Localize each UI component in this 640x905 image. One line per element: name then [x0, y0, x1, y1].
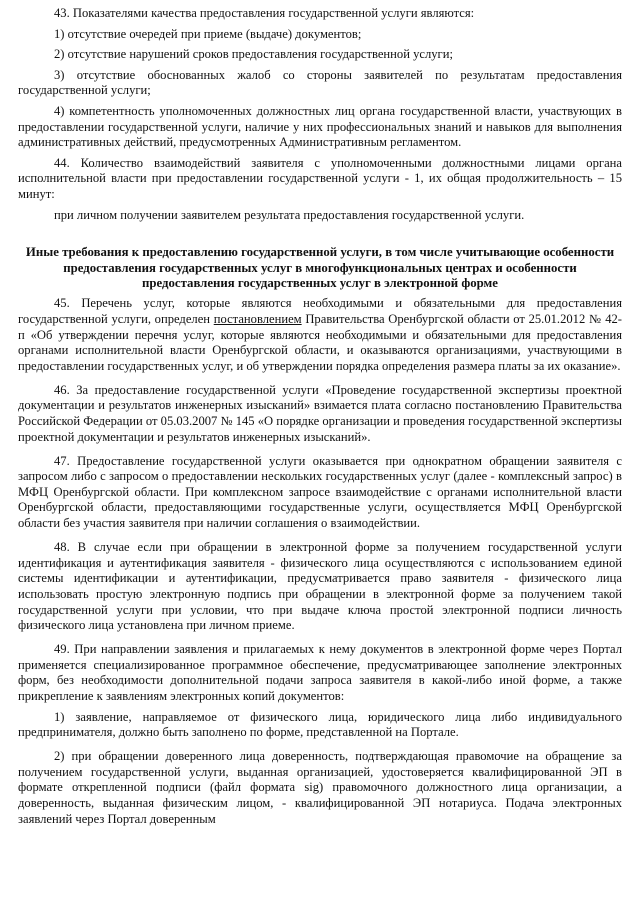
section-heading: Иные требования к предоставлению государственной услуги, в том числе учитывающие особенности предоставления государственных услуг в многофункциональных центрах и особенности предоставления государственных услуг в электронной форме — [25, 245, 615, 290]
paragraph-46: 46. За предоставление государственной услуги «Проведение государственной экспертизы проектной документации и результатов инженерных изысканий» взимается плата согласно постановлению Правительства Российской Федерации от 05.03.2007 № 145 «О порядке организации и проведения государственной экспертизы проектной документации и результатов инженерных изысканий». — [18, 382, 622, 444]
paragraph-45-text-b: Правительства Оренбургской области от 25.01.2012 № 42-п «Об утверждении перечня услуг, которые являются необходимыми и обязательными для предоставления органами исполнительной власти Оренбургской области, и оказываются организациями, участвующими в предоставлении государственных услуг, и об утверждении порядка определения размера платы за их оказание». — [18, 311, 622, 373]
paragraph-43-item-2: 2) отсутствие нарушений сроков предоставления государственной услуги; — [54, 47, 453, 62]
paragraph-44: 44. Количество взаимодействий заявителя с уполномоченными должностными лицами органа исполнительной власти при предоставлении государственной услуги - 1, их общая продолжительность – 15 минут: — [18, 155, 622, 201]
paragraph-43-item-3: 3) отсутствие обоснованных жалоб со стороны заявителей по результатам предоставления государственной услуги; — [18, 67, 622, 98]
paragraph-43: 43. Показателями качества предоставления государственной услуги являются: — [54, 6, 475, 20]
resolution-link[interactable]: постановлением — [213, 311, 302, 326]
paragraph-49: 49. При направлении заявления и прилагаемых к нему документов в электронной форме через Портал применяется специализированное программное обеспечение, предусматривающее заполнение электронных форм, без необходимости дополнительной подачи запроса заявителя в какой-либо иной форме, а также прикрепление к заявлениям электронных копий документов: — [18, 642, 622, 703]
paragraph-49-item-1: 1) заявление, направляемое от физического лица, юридического лица либо индивидуального предпринимателя, должно быть заполнено по форме, представленной на Портале. — [18, 709, 622, 740]
paragraph-45-text-a: 45. Перечень услуг, которые являются необходимыми и обязательными для предоставления государственной услуги, определен — [18, 296, 622, 326]
paragraph-43-item-1: 1) отсутствие очередей при приеме (выдаче) документов; — [54, 26, 362, 41]
paragraph-44-item-1: при личном получении заявителем результата предоставления государственной услуги. — [54, 207, 525, 222]
paragraph-45 — [18, 296, 622, 374]
paragraph-49-item-2: 2) при обращении доверенного лица доверенность, подтверждающая правомочие на обращение за получением государственной услуги, выданная организацией, удостоверяется квалифицированной ЭП в формате открепленной подписи (файл формата sig) правомочного должностного лица организации, а доверенность, выданная физическим лицом, - квалифицированной ЭП нотариуса. Подача электронных заявлений через Портал доверенным — [18, 749, 622, 826]
paragraph-47: 47. Предоставление государственной услуги оказывается при однократном обращении заявителя с запросом либо с запросом о предоставлении нескольких государственных услуг (далее - комплексный запрос) в МФЦ Оренбургской области. При комплексном запросе взаимодействие с органами исполнительной власти Оренбургской области, предоставляющими государственные услуги, осуществляется МФЦ Оренбургской области без участия заявителя при наличии соглашения о взаимодействии. — [18, 453, 622, 531]
paragraph-48: 48. В случае если при обращении в электронной форме за получением государственной услуги идентификация и аутентификация заявителя - физического лица осуществляются с использованием единой системы идентификации и аутентификации, предусматривается право заявителя - физического лица использовать простую электронную подпись при обращении в электронной форме за получением такой государственной услуги при условии, что при выдаче ключа простой электронной подписи личность физического лица установлена при личном приеме. — [18, 540, 622, 633]
paragraph-43-item-4: 4) компетентность уполномоченных должностных лиц органа государственной власти, участвующих в предоставлении государственной услуги, наличие у них профессиональных знаний и навыков для выполнения административных действий, предусмотренных Административным регламентом. — [18, 103, 622, 150]
